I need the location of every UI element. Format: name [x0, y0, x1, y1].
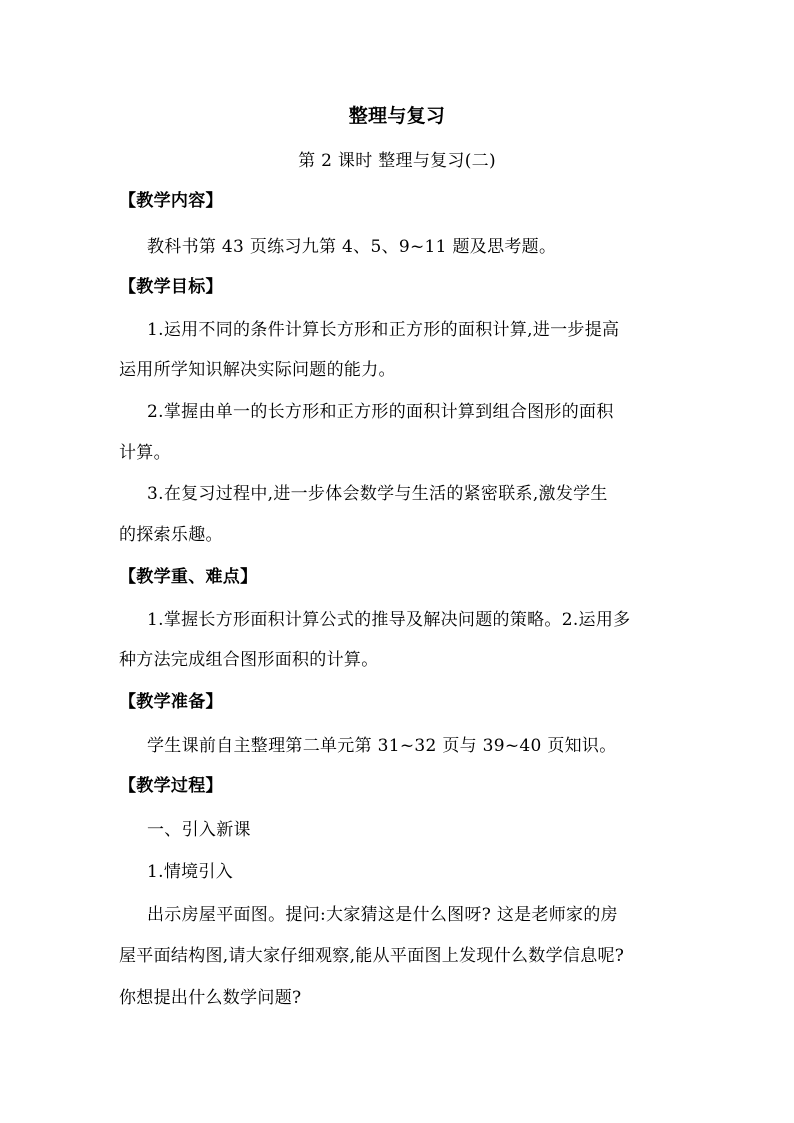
goal-2-line-2: 计算。	[119, 443, 171, 463]
process-part-1: 一、引入新课	[147, 820, 251, 840]
keypoints-line-1: 1.掌握长方形面积计算公式的推导及解决问题的策略。2.运用多	[147, 610, 631, 630]
section-heading-keypoints: 【教学重、难点】	[119, 567, 258, 587]
process-paragraph-line-2: 屋平面结构图,请大家仔细观察,能从平面图上发现什么数学信息呢?	[119, 946, 625, 966]
section-heading-goals: 【教学目标】	[119, 277, 223, 297]
section-heading-process: 【教学过程】	[119, 776, 223, 796]
goal-3-line-2: 的探索乐趣。	[119, 525, 223, 545]
section-heading-prep: 【教学准备】	[119, 692, 223, 712]
section-heading-content: 【教学内容】	[119, 191, 223, 211]
page-title: 整理与复习	[348, 105, 446, 127]
process-paragraph-line-3: 你想提出什么数学问题?	[119, 988, 302, 1008]
goal-1-line-2: 运用所学知识解决实际问题的能力。	[119, 360, 396, 380]
lesson-subtitle: 第 2 课时 整理与复习(二)	[298, 151, 496, 171]
keypoints-line-2: 种方法完成组合图形面积的计算。	[119, 650, 379, 670]
process-paragraph-line-1: 出示房屋平面图。提问:大家猜这是什么图呀? 这是老师家的房	[147, 905, 618, 925]
goal-2-line-1: 2.掌握由单一的长方形和正方形的面积计算到组合图形的面积	[147, 402, 614, 422]
goal-1-line-1: 1.运用不同的条件计算长方形和正方形的面积计算,进一步提高	[147, 320, 620, 340]
goal-3-line-1: 3.在复习过程中,进一步体会数学与生活的紧密联系,激发学生	[147, 484, 608, 504]
prep-text: 学生课前自主整理第二单元第 31~32 页与 39~40 页知识。	[147, 736, 617, 756]
content-text: 教科书第 43 页练习九第 4、5、9~11 题及思考题。	[147, 237, 557, 257]
process-step-1: 1.情境引入	[147, 862, 234, 882]
